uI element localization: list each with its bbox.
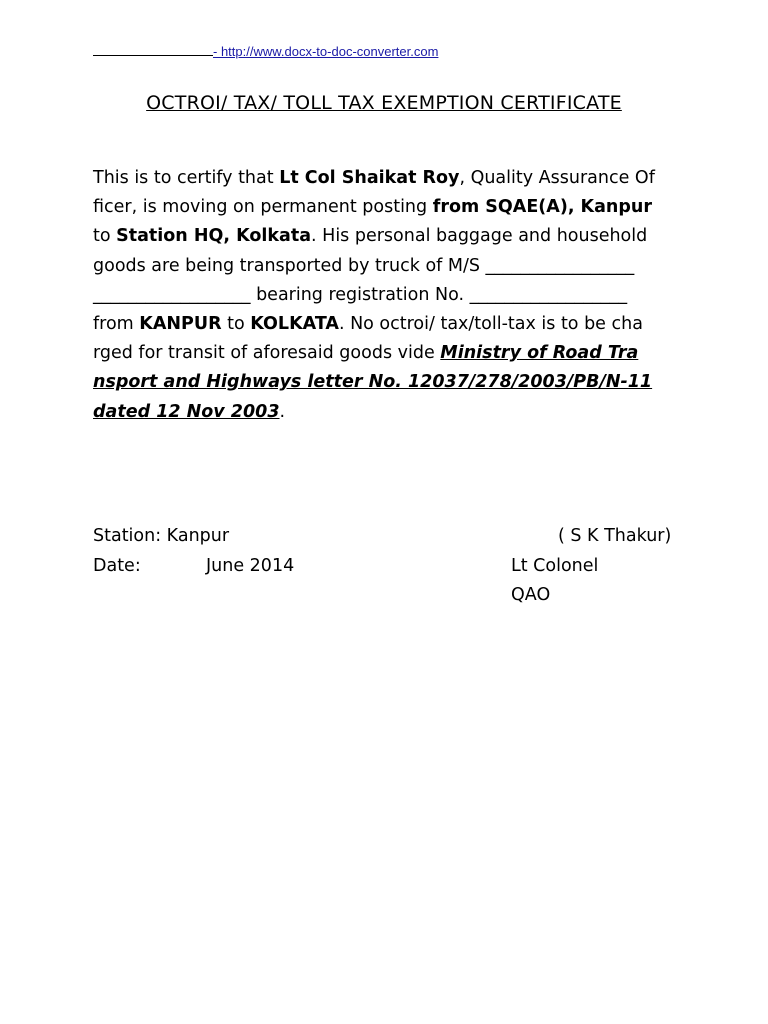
closing-period: . bbox=[279, 401, 286, 422]
body-line-5 bbox=[93, 281, 683, 310]
body-line-3 bbox=[93, 222, 683, 251]
signature-block bbox=[93, 522, 683, 611]
exemption-text-cont: rged for transit of aforesaid goods vide bbox=[93, 343, 441, 364]
intro-text: This is to certify that bbox=[93, 168, 280, 188]
to-unit: Station HQ, Kolkata bbox=[116, 226, 312, 247]
from-word: from bbox=[93, 313, 140, 334]
body-line-1 bbox=[93, 164, 683, 193]
to-word-2: to bbox=[221, 313, 251, 334]
body-line-6 bbox=[93, 310, 683, 339]
destination-city: KOLKATA bbox=[250, 313, 339, 334]
body-line-8 bbox=[93, 368, 683, 397]
body-line-2 bbox=[93, 193, 683, 222]
officer-name: Lt Col Shaikat Roy bbox=[279, 168, 460, 188]
station-row bbox=[93, 522, 683, 552]
certificate-title: OCTROI/ TAX/ TOLL TAX EXEMPTION CERTIFICATE bbox=[146, 92, 622, 114]
exemption-text: . No octroi/ tax/toll-tax is to be cha bbox=[338, 313, 643, 334]
converter-header bbox=[93, 43, 438, 60]
reference-letter-1: Ministry of Road Tra bbox=[440, 343, 639, 364]
body-line-7 bbox=[93, 339, 683, 368]
reference-date: dated 12 Nov 2003 bbox=[93, 401, 280, 422]
signatory-name: ( S K Thakur) bbox=[558, 526, 672, 546]
transport-text: goods are being transported by truck of M/S _________________ bbox=[93, 255, 635, 276]
designation-text-cont: ficer, is moving on permanent posting bbox=[93, 197, 433, 218]
reference-letter-2: nsport and Highways letter No. 12037/278/2003/PB/N-11 bbox=[93, 372, 653, 393]
date-row bbox=[93, 552, 683, 582]
baggage-text: . His personal baggage and household bbox=[311, 226, 648, 247]
from-unit: from SQAE(A), Kanpur bbox=[432, 197, 652, 218]
date-label: Date: bbox=[93, 555, 141, 576]
to-word: to bbox=[93, 226, 117, 247]
origin-city: KANPUR bbox=[139, 313, 222, 334]
converter-link[interactable]: - http://www.docx-to-doc-converter.com bbox=[213, 44, 439, 59]
header-blank-line bbox=[93, 43, 213, 56]
certificate-body bbox=[93, 164, 683, 427]
body-line-4 bbox=[93, 252, 683, 281]
date-value: June 2014 bbox=[206, 555, 295, 576]
station-label: Station: Kanpur bbox=[93, 526, 230, 546]
appointment-row bbox=[93, 581, 683, 611]
signatory-appointment: QAO bbox=[511, 585, 551, 605]
registration-text: __________________ bearing registration No. __________________ bbox=[93, 284, 628, 305]
body-line-9 bbox=[93, 398, 683, 427]
designation-text: , Quality Assurance Of bbox=[459, 168, 655, 188]
signatory-rank: Lt Colonel bbox=[511, 555, 599, 576]
